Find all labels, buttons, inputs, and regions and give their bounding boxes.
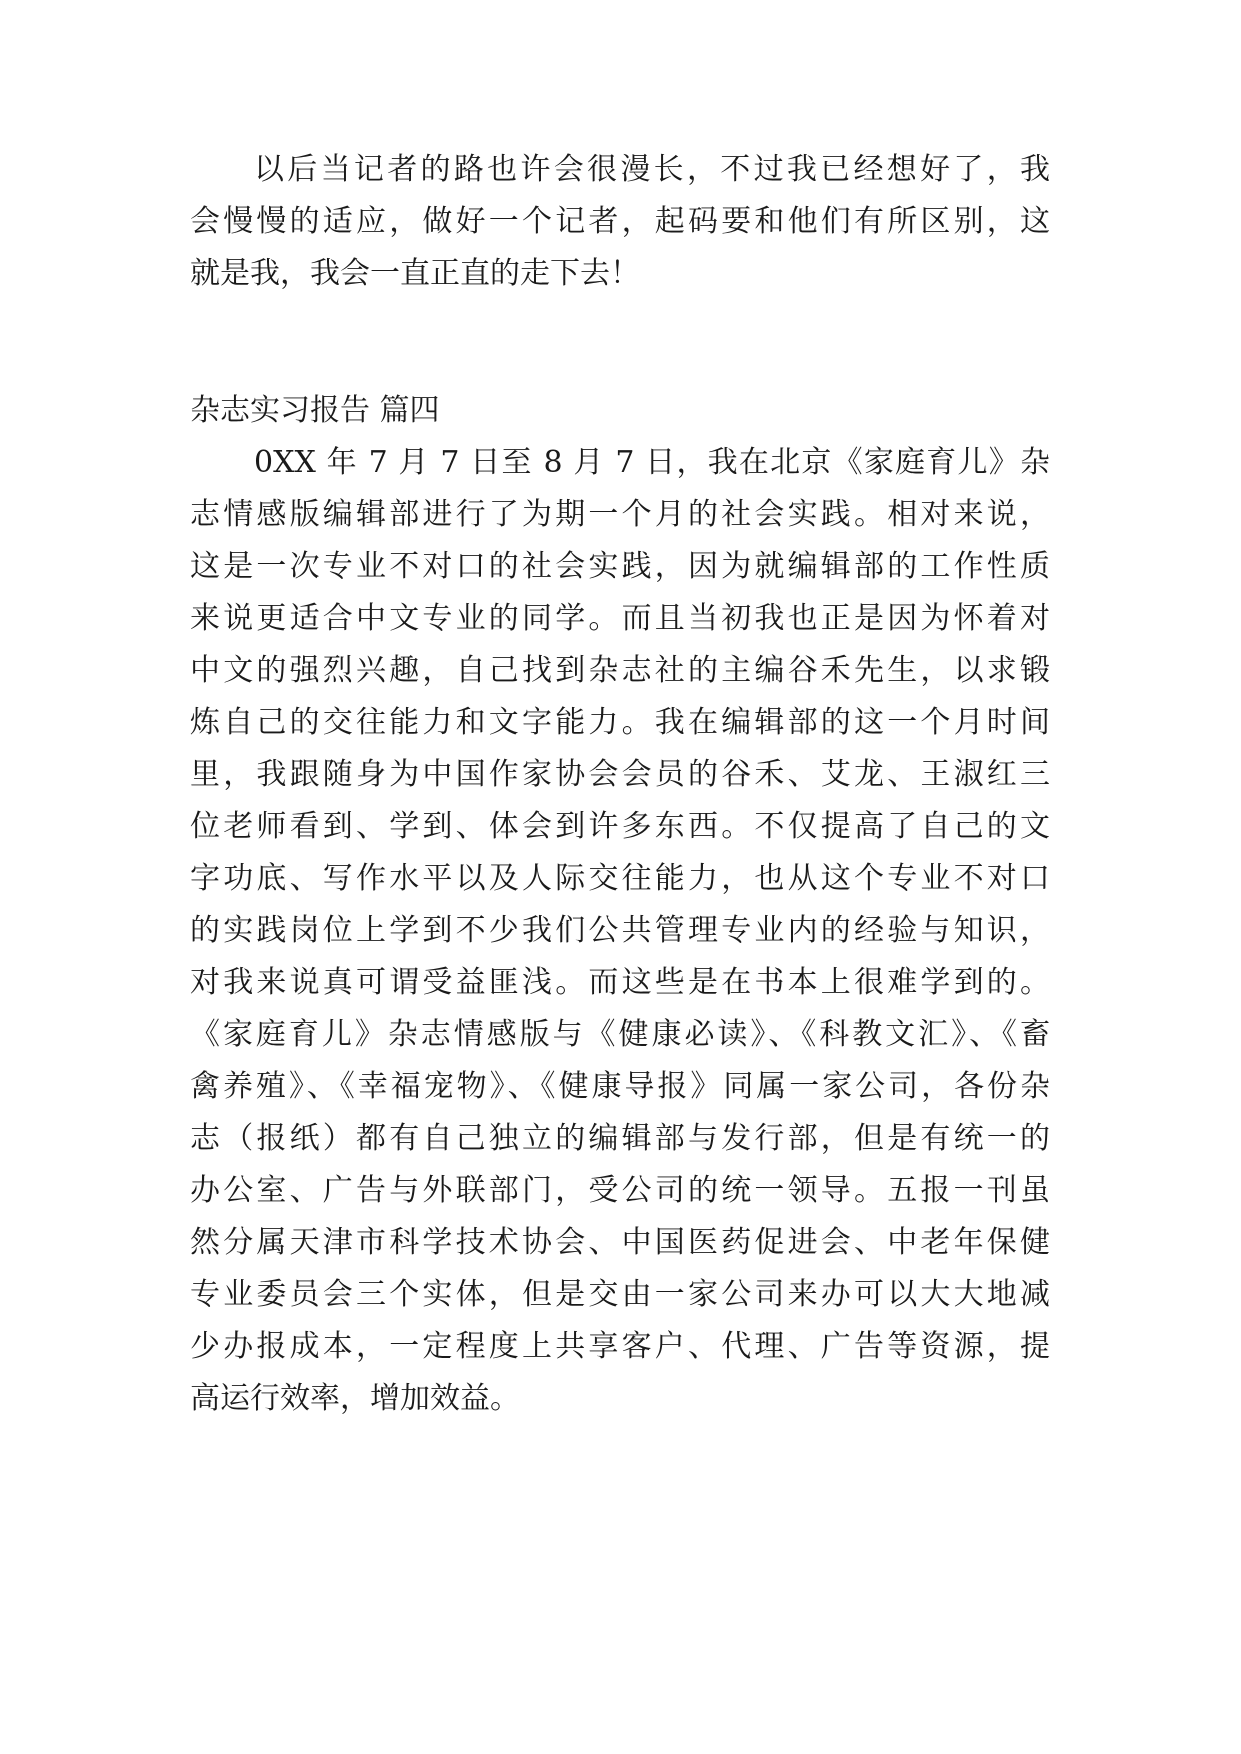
paragraph-2-line-16: 然分属天津市科学技术协会、中国医药促进会、中老年保健 [190,1225,1050,1260]
paragraph-2-line-1: 0XX 年 7 月 7 日至 8 月 7 日，我在北京《家庭育儿》杂 [254,445,1050,480]
paragraph-2-line-4: 来说更适合中文专业的同学。而且当初我也正是因为怀着对 [190,601,1050,636]
paragraph-2-line-15: 办公室、广告与外联部门，受公司的统一领导。五报一刊虽 [190,1173,1050,1208]
paragraph-2-line-14: 志（报纸）都有自己独立的编辑部与发行部，但是有统一的 [190,1121,1050,1156]
section-heading: 杂志实习报告 篇四 [190,393,440,428]
paragraph-2-line-12: 《家庭育儿》杂志情感版与《健康必读》、《科教文汇》、《畜 [190,1017,1050,1052]
paragraph-2-line-11: 对我来说真可谓受益匪浅。而这些是在书本上很难学到的。 [190,965,1050,1000]
paragraph-2-line-6: 炼自己的交往能力和文字能力。我在编辑部的这一个月时间 [190,705,1050,740]
paragraph-1-line-1: 以后当记者的路也许会很漫长，不过我已经想好了，我 [254,152,1050,187]
paragraph-2-line-2: 志情感版编辑部进行了为期一个月的社会实践。相对来说， [190,497,1050,532]
paragraph-2-line-19: 高运行效率，增加效益。 [190,1381,520,1416]
paragraph-2-line-10: 的实践岗位上学到不少我们公共管理专业内的经验与知识， [190,913,1050,948]
paragraph-1-line-3: 就是我，我会一直正直的走下去！ [190,256,640,291]
paragraph-2-line-17: 专业委员会三个实体，但是交由一家公司来办可以大大地减 [190,1277,1050,1312]
paragraph-2-line-13: 禽养殖》、《幸福宠物》、《健康导报》同属一家公司，各份杂 [190,1069,1050,1104]
paragraph-1-line-2: 会慢慢的适应，做好一个记者，起码要和他们有所区别，这 [190,204,1050,239]
paragraph-2-line-5: 中文的强烈兴趣，自己找到杂志社的主编谷禾先生，以求锻 [190,653,1050,688]
paragraph-2-line-3: 这是一次专业不对口的社会实践，因为就编辑部的工作性质 [190,549,1050,584]
paragraph-2-line-18: 少办报成本，一定程度上共享客户、代理、广告等资源，提 [190,1329,1050,1364]
paragraph-2-line-7: 里，我跟随身为中国作家协会会员的谷禾、艾龙、王淑红三 [190,757,1050,792]
paragraph-2-line-9: 字功底、写作水平以及人际交往能力，也从这个专业不对口 [190,861,1050,896]
paragraph-2-line-8: 位老师看到、学到、体会到许多东西。不仅提高了自己的文 [190,809,1050,844]
